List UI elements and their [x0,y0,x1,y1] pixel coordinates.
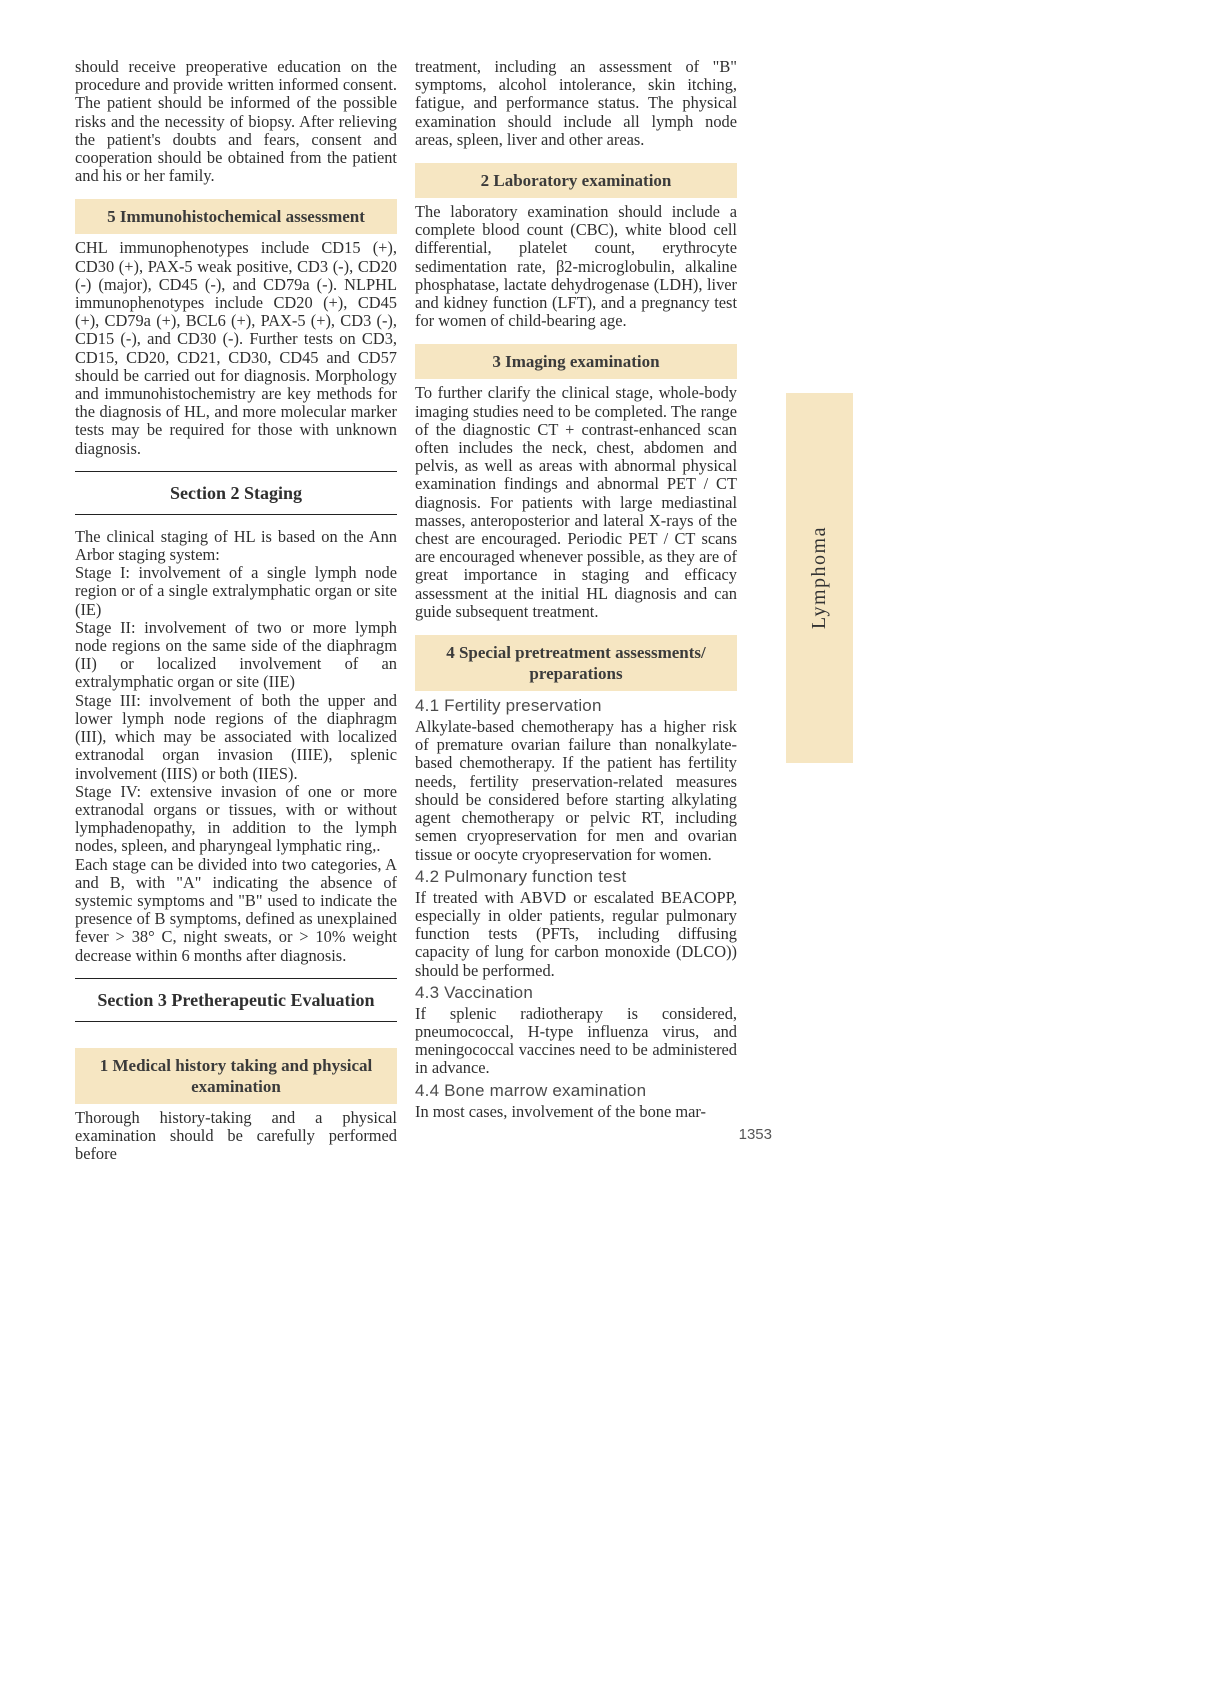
right-column [415,58,737,1163]
paragraph-fertility-preservation: Alkylate-based chemotherapy has a higher risk of premature ovarian failure than nonalkylate-based chemotherapy. If the patient has fertility needs, fertility preservation-related measures should be considered before starting alkylating agent chemotherapy or pelvic RT, including semen cryopreservation for men and ovarian tissue or oocyte cryopreservation for women. [415,717,737,864]
paragraph-imaging: To further clarify the clinical stage, whole-body imaging studies need to be completed. The range of the diagnostic CT + contrast-enhanced scan often includes the neck, chest, abdomen and pelvis, as well as areas with abnormal physical examination findings and abnormal PET / CT diagnosis. For patients with large mediastinal masses, anteroposterior and lateral X-rays of the chest are encouraged. Periodic PET / CT scans are encouraged whenever possible, as they are of great importance in staging and efficacy assessment at the initial HL diagnosis and can guide subsequent treatment. [415,383,737,621]
paragraph-laboratory: The laboratory examination should include a complete blood count (CBC), white blood cell differential, platelet count, erythrocyte sedimentation rate, β2-microglobulin, alkaline phosphatase, lactate dehydrogenase (LDH), liver and kidney function (LFT), and a pregnancy test for women of child-bearing age. [415,202,737,331]
heading-immunohistochemical-assessment: 5 Immunohistochemical assessment [75,199,397,234]
paragraph-stage-3: Stage III: involvement of both the upper and lower lymph node regions of the diaphragm (III), which may be associated with localized extranodal organ invasion (IIIE), splenic involvement (IIIS) or both (IIES). [75,690,397,783]
paragraph-stage-1: Stage I: involvement of a single lymph node region or of a single extralymphatic organ or site (IE) [75,563,397,619]
subheading-pulmonary-function-test: 4.2 Pulmonary function test [415,866,627,886]
paragraph-staging-intro: The clinical staging of HL is based on the Ann Arbor staging system: [75,526,397,565]
paragraph-stage-4: Stage IV: extensive invasion of one or more extranodal organs or tissues, with or without lymphadenopathy, in addition to the lymph nodes, spleen, and pharyngeal lymphatic ring,. [75,781,397,856]
paragraph-a-b-categories: Each stage can be divided into two categories, A and B, with "A" indicating the absence of systemic symptoms and "B" used to indicate the presence of B symptoms, defined as unexplained fever > 38° C, night sweats, or > 10% weight decrease within 6 months after diagnosis. [75,854,397,965]
heading-special-pretreatment-assessments: 4 Special pretreatment assessments/ preparations [415,635,737,691]
paragraph-stage-2: Stage II: involvement of two or more lymph node regions on the same side of the diaphragm (II) or localized involvement of an extralymphatic organ or site (IIE) [75,617,397,692]
paragraph-history-taking: Thorough history-taking and a physical examination should be carefully performed before [75,1107,397,1164]
heading-medical-history-physical-examination: 1 Medical history taking and physical examination [75,1048,397,1104]
subheading-bone-marrow-examination: 4.4 Bone marrow examination [415,1080,647,1100]
paragraph-vaccination: If splenic radiotherapy is considered, pneumococcal, H-type influenza virus, and meningococcal vaccines need to be administered in advance. [415,1003,737,1078]
heading-imaging-examination: 3 Imaging examination [415,344,737,379]
subheading-fertility-preservation: 4.1 Fertility preservation [415,696,602,716]
paragraph-immunophenotypes: CHL immunophenotypes include CD15 (+), CD30 (+), PAX-5 weak positive, CD3 (-), CD20 (-) (major), CD45 (-), and CD79a (-). NLPHL immunophenotypes include CD20 (+), CD45 (+), CD79a (+), BCL6 (+), PAX-5 (+), CD3 (-), CD15 (-), and CD30 (-). Further tests on CD3, CD15, CD20, CD21, CD30, CD45 and CD57 should be carried out for diagnosis. Morphology and immunohistochemistry are key methods for the diagnosis of HL, and more molecular marker tests may be required for those with unknown diagnosis. [75,238,397,458]
lymphoma-chapter-tab [786,393,853,763]
heading-section-2-staging: Section 2 Staging [75,471,397,515]
paragraph-treatment-assessment: treatment, including an assessment of "B" symptoms, alcohol intolerance, skin itching, fatigue, and performance status. The physical examination should include all lymph node areas, spleen, liver and other areas. [415,57,737,149]
page-body [75,58,737,1163]
page-number: 1353 [738,1126,772,1143]
heading-section-3-pretherapeutic-evaluation: Section 3 Pretherapeutic Evaluation [75,978,397,1022]
paragraph-preoperative-education: should receive preoperative education on the procedure and provide written informed consent. The patient should be informed of the possible risks and the necessity of biopsy. After relieving the patient's doubts and fears, consent and cooperation should be obtained from the patient and his or her family. [75,57,397,186]
heading-laboratory-examination: 2 Laboratory examination [415,163,737,198]
paragraph-bone-marrow: In most cases, involvement of the bone mar- [415,1101,706,1121]
paragraph-pulmonary-function: If treated with ABVD or escalated BEACOPP, especially in older patients, regular pulmonary function tests (PFTs, including diffusing capacity of lung for carbon monoxide (DLCO)) should be performed. [415,887,737,980]
subheading-vaccination: 4.3 Vaccination [415,982,533,1002]
lymphoma-chapter-tab-label: Lymphoma [808,526,830,630]
left-column [75,58,397,1163]
